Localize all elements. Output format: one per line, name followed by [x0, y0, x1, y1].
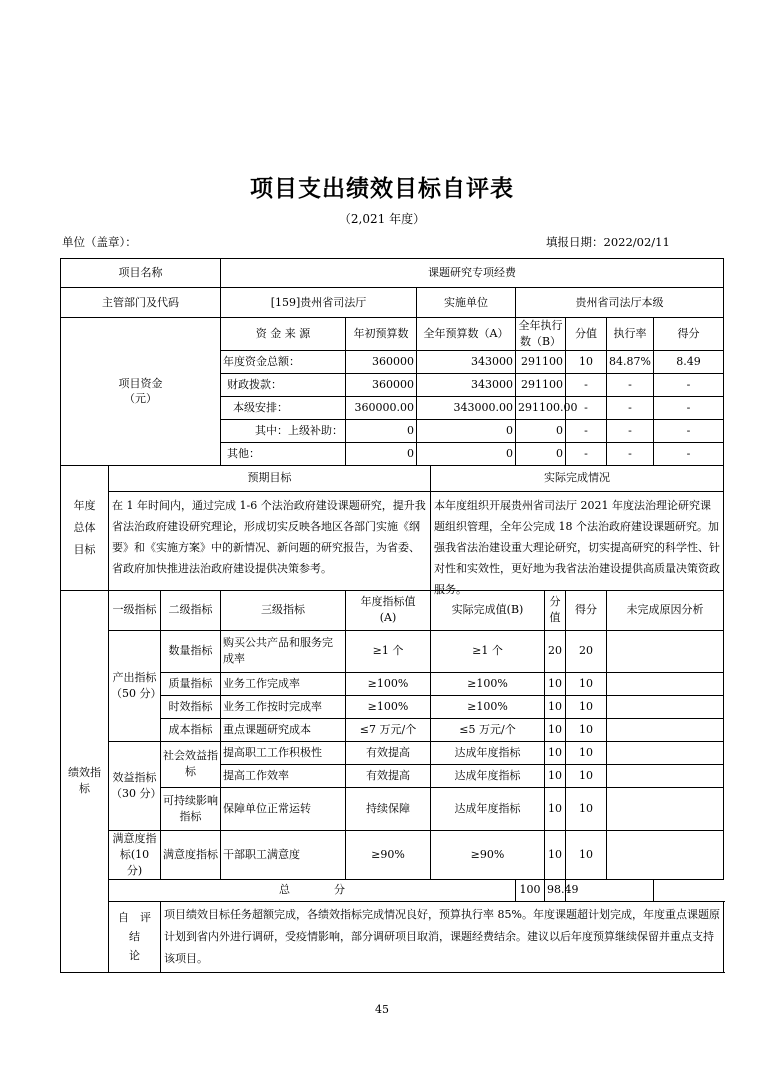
perf-score: 10: [566, 741, 607, 764]
perf-head-lvl2: 二级指标: [161, 590, 221, 630]
actual-result-header: 实际完成情况: [431, 465, 724, 491]
funds-source: 本级安排：: [221, 396, 346, 419]
total-score: 98.49: [545, 879, 566, 901]
funds-source: 财政拨款：: [221, 373, 346, 396]
perf-target: 持续保障: [346, 787, 431, 830]
eval-conclusion: 项目绩效目标任务超额完成，各绩效指标完成情况良好，预算执行率 85%。年度课题超计划完成，年度重点课题原计划到省内外进行调研，受疫情影响，部分调研项目取消，课题经费结余。建议以后年度预算继续保留并重点支持该项目。: [161, 901, 724, 972]
perf-head-target: 年度指标值 (A): [346, 590, 431, 630]
impl-value: 贵州省司法厅本级: [516, 288, 724, 318]
funds-annual: 343000: [417, 350, 516, 373]
funds-head-annual: 全年预算数（A）: [417, 318, 516, 351]
perf-reason: [607, 764, 724, 787]
perf-lvl2: 可持续影响指标: [161, 787, 221, 830]
perf-actual: ≥100%: [431, 672, 545, 695]
funds-score-max: -: [566, 442, 607, 465]
perf-score: 10: [566, 830, 607, 879]
perf-score: 10: [566, 672, 607, 695]
funds-annual: 0: [417, 419, 516, 442]
perf-lvl3: 干部职工满意度: [221, 830, 346, 879]
funds-score: -: [654, 419, 724, 442]
funds-score-max: -: [566, 396, 607, 419]
perf-head-actual: 实际完成值(B): [431, 590, 545, 630]
perf-target: ≥1 个: [346, 630, 431, 672]
impl-label: 实施单位: [417, 288, 516, 318]
funds-executed: 0: [516, 419, 566, 442]
perf-reason: [607, 718, 724, 741]
funds-source: 其他：: [221, 442, 346, 465]
eval-label: 自 评 结 论: [109, 901, 161, 972]
funds-source: 其中：上级补助：: [221, 419, 346, 442]
perf-reason: [607, 695, 724, 718]
expected-goal-header: 预期目标: [109, 465, 431, 491]
funds-head-executed: 全年执行数（B）: [516, 318, 566, 351]
funds-rate: -: [607, 419, 654, 442]
perf-score: 10: [566, 695, 607, 718]
perf-lvl2: 质量指标: [161, 672, 221, 695]
perf-score: 10: [566, 787, 607, 830]
perf-target: ≥100%: [346, 672, 431, 695]
total-row: [61, 879, 724, 901]
perf-head-score: 得分: [566, 590, 607, 630]
perf-head-lvl1: 一级指标: [109, 590, 161, 630]
annual-goal-label: 年度 总体 目标: [61, 465, 109, 590]
funds-head-rate: 执行率: [607, 318, 654, 351]
funds-source: 年度资金总额：: [221, 350, 346, 373]
funds-score-max: -: [566, 419, 607, 442]
unit-label: 单位（盖章）：: [62, 235, 137, 249]
project-name-label: 项目名称: [61, 259, 221, 288]
funds-initial: 0: [346, 419, 417, 442]
perf-head-score-max: 分值: [545, 590, 566, 630]
total-max: 100: [516, 879, 545, 901]
perf-score-max: 10: [545, 830, 566, 879]
perf-target: 有效提高: [346, 741, 431, 764]
perf-lvl2: 满意度指标: [161, 830, 221, 879]
perf-actual: 达成年度指标: [431, 787, 545, 830]
perf-head-reason: 未完成原因分析: [607, 590, 724, 630]
funds-head-score-max: 分值: [566, 318, 607, 351]
funds-rate: -: [607, 396, 654, 419]
funds-annual: 343000: [417, 373, 516, 396]
perf-lvl3: 保障单位正常运转: [221, 787, 346, 830]
perf-lvl3: 购买公共产品和服务完成率: [221, 630, 346, 672]
perf-target: ≥90%: [346, 830, 431, 879]
perf-score-max: 10: [545, 787, 566, 830]
perf-score: 10: [566, 718, 607, 741]
perf-actual: ≥90%: [431, 830, 545, 879]
perf-actual: ≤5 万元/个: [431, 718, 545, 741]
funds-label: 项目资金 （元）: [61, 318, 221, 466]
perf-actual: ≥1 个: [431, 630, 545, 672]
perf-score-max: 10: [545, 764, 566, 787]
perf-score-max: 10: [545, 695, 566, 718]
perf-target: ≤7 万元/个: [346, 718, 431, 741]
perf-lvl3: 业务工作按时完成率: [221, 695, 346, 718]
project-name: 课题研究专项经费: [221, 259, 724, 288]
perf-score: 10: [566, 764, 607, 787]
funds-score: -: [654, 442, 724, 465]
funds-executed: 291100: [516, 373, 566, 396]
lvl1-output: 产出指标 （50 分）: [109, 630, 161, 741]
perf-reason: [607, 787, 724, 830]
fiscal-year: （2,021 年度）: [338, 212, 426, 226]
perf-lvl2: 社会效益指标: [161, 741, 221, 787]
perf-score-max: 20: [545, 630, 566, 672]
funds-executed: 0: [516, 442, 566, 465]
dept-label: 主管部门及代码: [61, 288, 221, 318]
perf-reason: [607, 630, 724, 672]
funds-head-score: 得分: [654, 318, 724, 351]
perf-row: [61, 830, 724, 879]
lvl1-satisfaction: 满意度指 标(10 分): [109, 830, 161, 879]
total-label: 总 分: [109, 879, 516, 901]
evaluation-table: [60, 258, 724, 973]
perf-lvl3: 提高工作效率: [221, 764, 346, 787]
funds-initial: 360000.00: [346, 396, 417, 419]
funds-score: 8.49: [654, 350, 724, 373]
perf-row: [61, 630, 724, 672]
page-title: 项目支出绩效目标自评表: [250, 175, 514, 202]
perf-actual: 达成年度指标: [431, 741, 545, 764]
funds-head-initial: 年初预算数: [346, 318, 417, 351]
perf-lvl3: 业务工作完成率: [221, 672, 346, 695]
total-blank: [566, 879, 654, 901]
funds-head-source: 资 金 来 源: [221, 318, 346, 351]
funds-initial: 360000: [346, 373, 417, 396]
expected-goal-text: 在 1 年时间内，通过完成 1-6 个法治政府建设课题研究，提升我省法治政府建设研究理论，形成切实反映各地区各部门实施《纲要》和《实施方案》中的新情况、新问题的研究报告，为省委、省政府加快推进法治政府建设提供决策参考。: [109, 491, 431, 590]
perf-lvl2: 成本指标: [161, 718, 221, 741]
perf-score-max: 10: [545, 718, 566, 741]
perf-lvl2: 数量指标: [161, 630, 221, 672]
perf-reason: [607, 741, 724, 764]
funds-score: -: [654, 373, 724, 396]
funds-score-max: 10: [566, 350, 607, 373]
dept-value: [159]贵州省司法厅: [221, 288, 417, 318]
perf-head-lvl3: 三级指标: [221, 590, 346, 630]
funds-annual: 0: [417, 442, 516, 465]
perf-target: ≥100%: [346, 695, 431, 718]
lvl1-benefit: 效益指标 （30 分）: [109, 741, 161, 830]
perf-score-max: 10: [545, 741, 566, 764]
perf-reason: [607, 830, 724, 879]
perf-lvl3: 重点课题研究成本: [221, 718, 346, 741]
perf-actual: 达成年度指标: [431, 764, 545, 787]
funds-annual: 343000.00: [417, 396, 516, 419]
funds-executed: 291100.00: [516, 396, 566, 419]
funds-initial: 360000: [346, 350, 417, 373]
page-number: 45: [375, 1003, 389, 1016]
perf-lvl3: 提高职工工作积极性: [221, 741, 346, 764]
funds-score: -: [654, 396, 724, 419]
perf-row: [61, 718, 724, 741]
perf-label: 绩效指标: [61, 590, 109, 972]
perf-actual: ≥100%: [431, 695, 545, 718]
perf-score-max: 10: [545, 672, 566, 695]
fill-date: 填报日期：2022/02/11: [546, 235, 670, 249]
perf-reason: [607, 672, 724, 695]
funds-score-max: -: [566, 373, 607, 396]
funds-rate: 84.87%: [607, 350, 654, 373]
funds-rate: -: [607, 442, 654, 465]
funds-initial: 0: [346, 442, 417, 465]
perf-lvl2: 时效指标: [161, 695, 221, 718]
perf-row: [61, 741, 724, 764]
perf-target: 有效提高: [346, 764, 431, 787]
funds-rate: -: [607, 373, 654, 396]
perf-score: 20: [566, 630, 607, 672]
actual-result-text: 本年度组织开展贵州省司法厅 2021 年度法治理论研究课题组织管理，全年公完成 18 个法治政府建设课题研究。加强我省法治建设重大理论研究，切实提高研究的科学性、针对性和实效性，更好地为我省法治建设提供高质量决策资政服务。: [431, 491, 724, 590]
funds-executed: 291100: [516, 350, 566, 373]
